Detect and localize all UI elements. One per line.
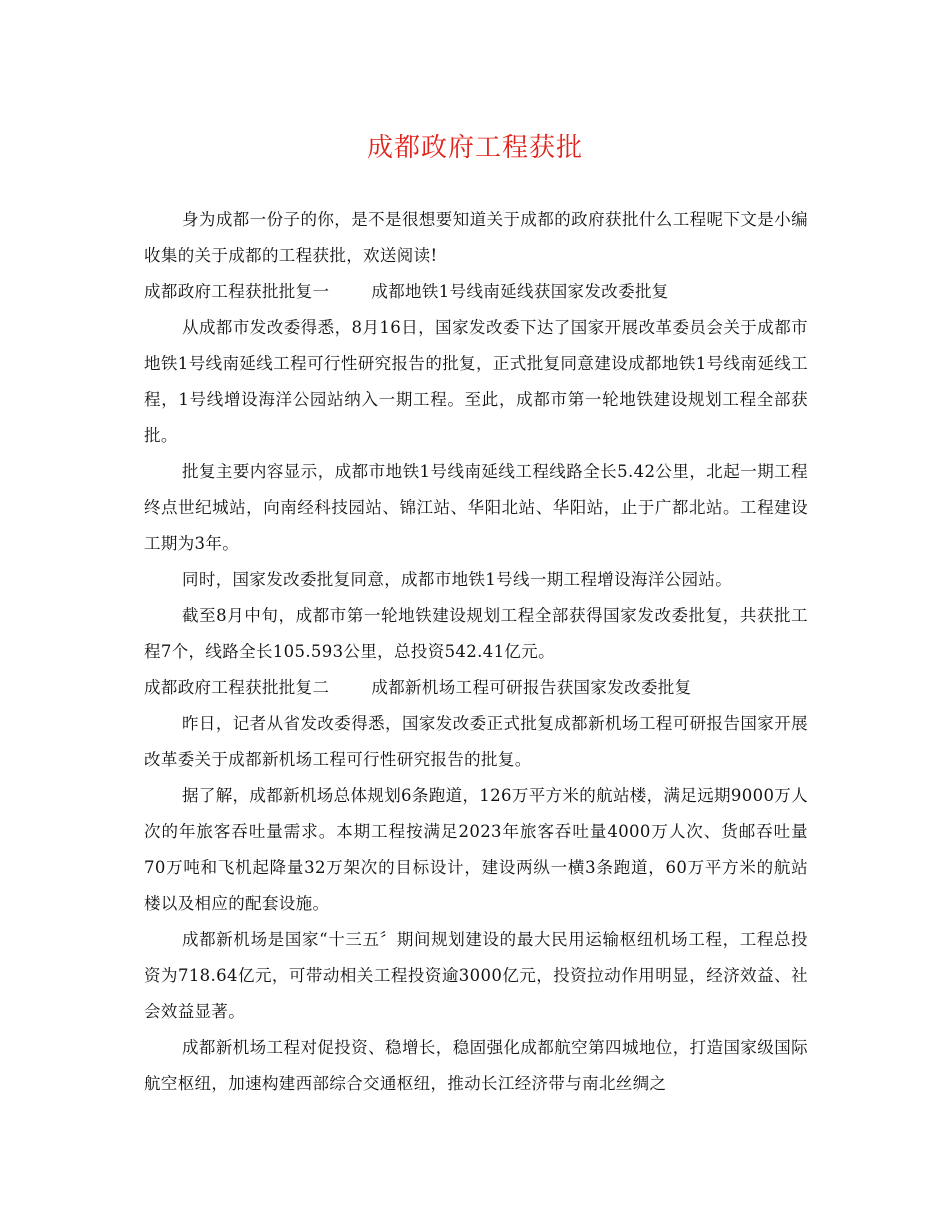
paragraph: 批复主要内容显示，成都市地铁1号线南延线工程线路全长5.42公里，北起一期工程终点世纪城站，向南经科技园站、锦江站、华阳北站、华阳站，止于广都北站。工程建设工期为3年。 [144, 462, 808, 553]
paragraph: 同时，国家发改委批复同意，成都市地铁1号线一期工程增设海洋公园站。 [182, 570, 733, 589]
section-label-2: 成都政府工程获批批复二 [144, 678, 330, 697]
section-heading-2 [144, 670, 808, 706]
section-heading-1 [144, 274, 808, 310]
section-subtitle-1: 成都地铁1号线南延线获国家发改委批复 [371, 282, 669, 301]
section-subtitle-2: 成都新机场工程可研报告获国家发改委批复 [371, 678, 692, 697]
paragraph: 成都新机场工程对促投资、稳增长，稳固强化成都航空第四城地位，打造国家级国际航空枢纽，加速构建西部综合交通枢纽，推动长江经济带与南北丝绸之 [144, 1038, 808, 1093]
paragraph: 成都新机场是国家“十三五〞期间规划建设的最大民用运输枢纽机场工程，工程总投资为718.64亿元，可带动相关工程投资逾3000亿元，投资拉动作用明显，经济效益、社会效益显著。 [144, 930, 808, 1021]
document-body [144, 202, 808, 1102]
paragraph: 截至8月中旬，成都市第一轮地铁建设规划工程全部获得国家发改委批复，共获批工程7个，线路全长105.593公里，总投资542.41亿元。 [144, 606, 808, 661]
intro-paragraph: 身为成都一份子的你，是不是很想要知道关于成都的政府获批什么工程呢下文是小编收集的关于成都的工程获批，欢送阅读! [144, 210, 808, 265]
section-label-1: 成都政府工程获批批复一 [144, 282, 330, 301]
paragraph: 据了解，成都新机场总体规划6条跑道，126万平方米的航站楼，满足远期9000万人次的年旅客吞吐量需求。本期工程按满足2023年旅客吞吐量4000万人次、货邮吞吐量70万吨和飞机起降量32万架次的目标设计，建设两纵一横3条跑道，60万平方米的航站楼以及相应的配套设施。 [144, 786, 808, 913]
page-title: 成都政府工程获批 [366, 133, 583, 163]
paragraph: 从成都市发改委得悉，8月16日，国家发改委下达了国家开展改革委员会关于成都市地铁1号线南延线工程可行性研究报告的批复，正式批复同意建设成都地铁1号线南延线工程，1号线增设海洋公园站纳入一期工程。至此，成都市第一轮地铁建设规划工程全部获批。 [144, 318, 808, 445]
paragraph: 昨日，记者从省发改委得悉，国家发改委正式批复成都新机场工程可研报告国家开展改革委关于成都新机场工程可行性研究报告的批复。 [144, 714, 808, 769]
